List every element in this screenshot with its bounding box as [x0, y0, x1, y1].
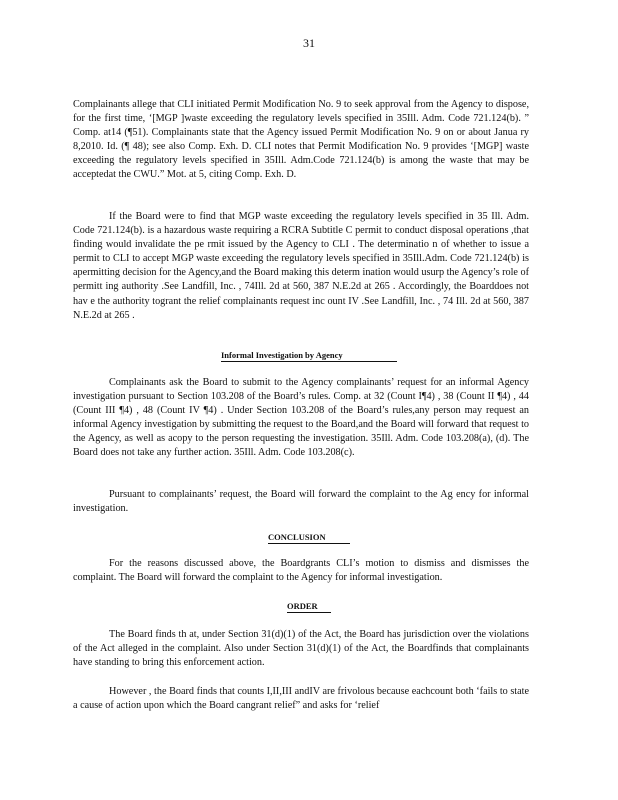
paragraph-5: For the reasons discussed above, the Boardgrants CLI’s motion to dismiss and dismisses the complaint. The Board will forward the complaint to the Agency for informal investigation.: [73, 558, 529, 584]
heading-conclusion: CONCLUSION: [0, 532, 618, 544]
paragraph-6: The Board finds th at, under Section 31(d)(1) of the Act, the Board has jurisdiction over the violations of the Act alleged in the complaint. Also under Section 31(d)(1) of the Act, the Boardfinds that complainants have standing to bring this enforcement action.: [73, 629, 529, 669]
paragraph-7: However , the Board finds that counts I,II,III andIV are frivolous because eachcount both ‘fails to state a cause of action upon which the Board cangrant relief” and asks for ‘relief: [73, 686, 529, 712]
paragraph-4: Pursuant to complainants’ request, the Board will forward the complaint to the Ag ency for informal investigation.: [73, 489, 529, 515]
paragraph-2: If the Board were to find that MGP waste exceeding the regulatory levels specified in 35 Ill. Adm. Code 721.124(b). is a hazardous waste requiring a RCRA Subtitle C permit to conduct disposal operations ,that finding would invalidate the pe rmit issued by the Agency to CLI . The determinatio n of whether to issue a permit to CLI to accept MGP waste exceeding the regulatory levels specified in 35Ill.Adm. Code 721.124(b) is apermitting decision for the Agency,and the Board making this determ ination would usurp the Agency’s role of permitt ing authority .See Landfill, Inc. , 74Ill. 2d at 560, 387 N.E.2d at 265 . Accordingly, the Boarddoes not hav e the authority togrant the relief complainants request inc ount IV .See Landfill, Inc. , 74 Ill. 2d at 560, 387 N.E.2d at 265 .: [73, 211, 529, 321]
heading-order: ORDER: [0, 601, 618, 613]
paragraph-3: Complainants ask the Board to submit to the Agency complainants’ request for an informal Agency investigation pursuant to Section 103.208 of the Board’s rules. Comp. at 32 (Count I¶4) , 38 (Count II ¶4) , 44 (Count III ¶4) , 48 (Count IV ¶4) . Under Section 103.208 of the Board’s rules,any person may request an informal Agency investigation by submitting the request to the Board,and the Board will forward that request to the Agency, as well as acopy to the person requesting the investigation. 35Ill. Adm. Code 103.208(a), (d). The Board does not take any further action. 35Ill. Adm. Code 103.208(c).: [73, 377, 529, 459]
paragraph-1: Complainants allege that CLI initiated Permit Modification No. 9 to seek approval from the Agency to dispose, for the first time, ‘[MGP ]waste exceeding the regulatory levels specified in 35Ill. Adm. Code 721.124(b). ” Comp. at14 (¶51). Complainants state that the Agency issued Permit Modification No. 9 on or about Janua ry 8,2010. Id. (¶ 48); see also Comp. Exh. D. CLI notes that Permit Modification No. 9 provides ‘[MGP] waste exceeding the regulatory levels specified in 35Ill. Adm.Code 721.124(b) is among the waste that may be acceptedat the CWU.” Mot. at 5, citing Comp. Exh. D.: [73, 99, 529, 181]
page-number: 31: [303, 36, 315, 50]
heading-informal-investigation: Informal Investigation by Agency: [0, 350, 618, 362]
